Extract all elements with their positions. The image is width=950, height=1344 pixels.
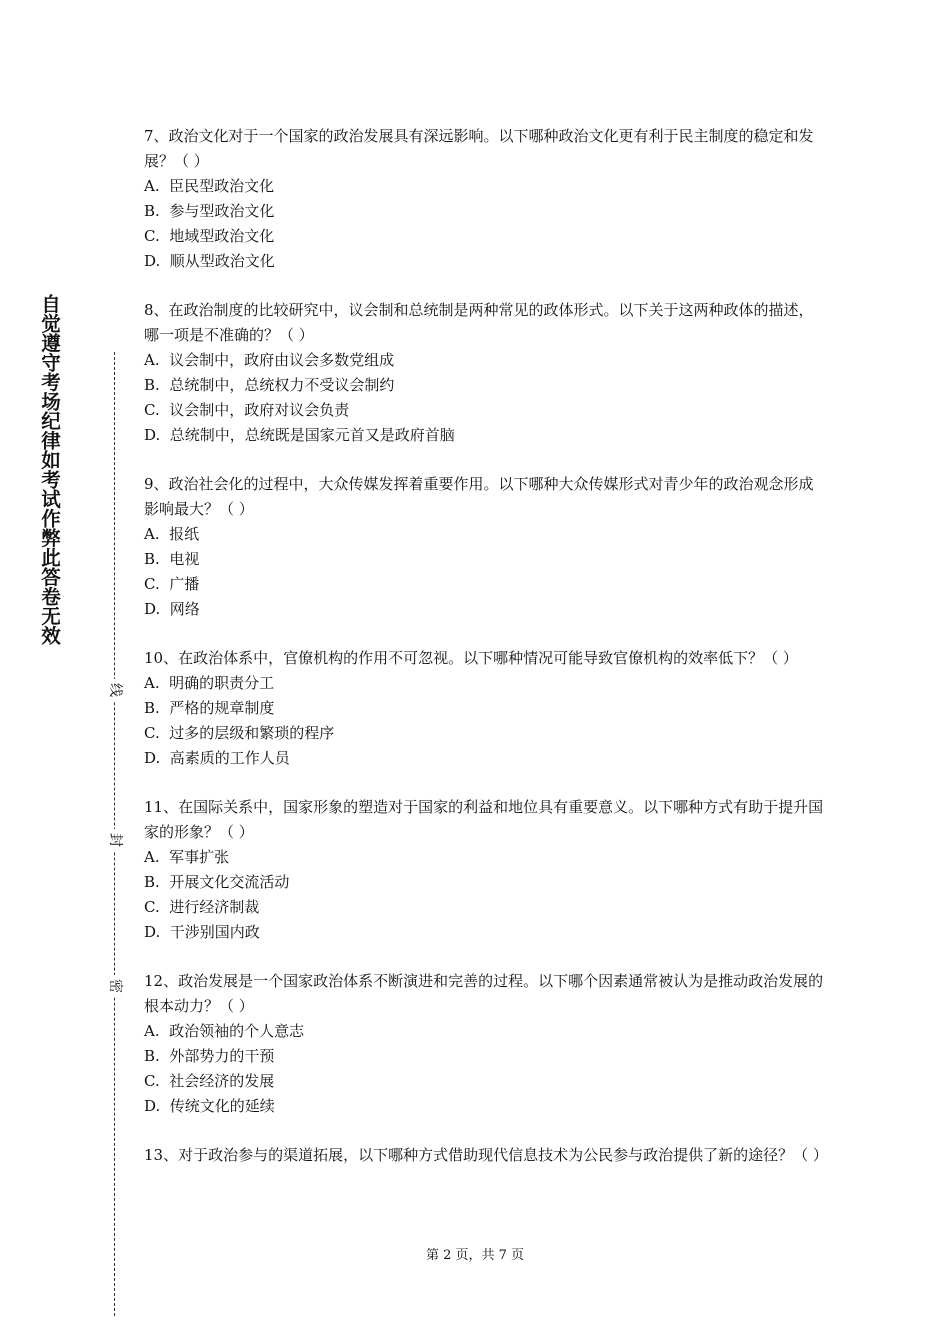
option-a: A. 报纸	[144, 525, 200, 543]
option-d: D. 传统文化的延续	[144, 1097, 275, 1115]
question-list	[144, 124, 828, 1192]
seal-label-line: 线	[104, 679, 126, 701]
question-7	[144, 124, 824, 274]
question-13	[144, 1143, 828, 1168]
option-c: C. 广播	[144, 575, 200, 593]
option-b: B. 总统制中，总统权力不受议会制约	[144, 376, 395, 394]
option-b: B. 外部势力的干预	[144, 1047, 275, 1065]
question-stem: 12、政治发展是一个国家政治体系不断演进和完善的过程。以下哪个因素通常被认为是推动政治发展的根本动力？（ ）	[144, 972, 824, 1015]
option-a: A. 议会制中，政府由议会多数党组成	[144, 351, 395, 369]
option-d: D. 高素质的工作人员	[144, 749, 290, 767]
question-12	[144, 969, 824, 1119]
question-stem: 7、政治文化对于一个国家的政治发展具有深远影响。以下哪种政治文化更有利于民主制度的稳定和发展？（ ）	[144, 127, 814, 170]
question-8	[144, 298, 824, 448]
option-c: C. 过多的层级和繁琐的程序	[144, 724, 335, 742]
seal-label-secret: 密	[104, 975, 126, 997]
option-a: A. 明确的职责分工	[144, 674, 275, 692]
seal-label-seal: 封	[104, 829, 126, 851]
option-d: D. 总统制中，总统既是国家元首又是政府首脑	[144, 426, 455, 444]
option-d: D. 干涉别国内政	[144, 923, 260, 941]
question-9	[144, 472, 824, 622]
exam-discipline-notice: 自觉遵守考场纪律如考试作弊此答卷无效	[38, 294, 61, 645]
question-stem: 9、政治社会化的过程中，大众传媒发挥着重要作用。以下哪种大众传媒形式对青少年的政治观念形成影响最大？（ ）	[144, 475, 814, 518]
option-b: B. 严格的规章制度	[144, 699, 275, 717]
option-d: D. 网络	[144, 600, 200, 618]
option-b: B. 开展文化交流活动	[144, 873, 290, 891]
option-a: A. 臣民型政治文化	[144, 177, 275, 195]
option-c: C. 社会经济的发展	[144, 1072, 275, 1090]
question-stem: 11、在国际关系中，国家形象的塑造对于国家的利益和地位具有重要意义。以下哪种方式有助于提升国家的形象？（ ）	[144, 798, 824, 841]
page-number-footer: 第 2 页，共 7 页	[425, 1248, 525, 1263]
option-d: D. 顺从型政治文化	[144, 252, 275, 270]
question-10	[144, 646, 824, 771]
option-b: B. 电视	[144, 550, 200, 568]
question-stem: 8、在政治制度的比较研究中，议会制和总统制是两种常见的政体形式。以下关于这两种政体的描述，哪一项是不准确的？（ ）	[144, 301, 814, 344]
question-stem: 10、在政治体系中，官僚机构的作用不可忽视。以下哪种情况可能导致官僚机构的效率低下？（ ）	[144, 649, 798, 667]
option-a: A. 政治领袖的个人意志	[144, 1022, 305, 1040]
option-c: C. 地域型政治文化	[144, 227, 275, 245]
option-c: C. 议会制中，政府对议会负责	[144, 401, 350, 419]
option-b: B. 参与型政治文化	[144, 202, 275, 220]
question-stem: 13、对于政治参与的渠道拓展，以下哪种方式借助现代信息技术为公民参与政治提供了新的途径？（ ）	[144, 1146, 828, 1164]
option-a: A. 军事扩张	[144, 848, 230, 866]
option-c: C. 进行经济制裁	[144, 898, 260, 916]
question-11	[144, 795, 824, 945]
